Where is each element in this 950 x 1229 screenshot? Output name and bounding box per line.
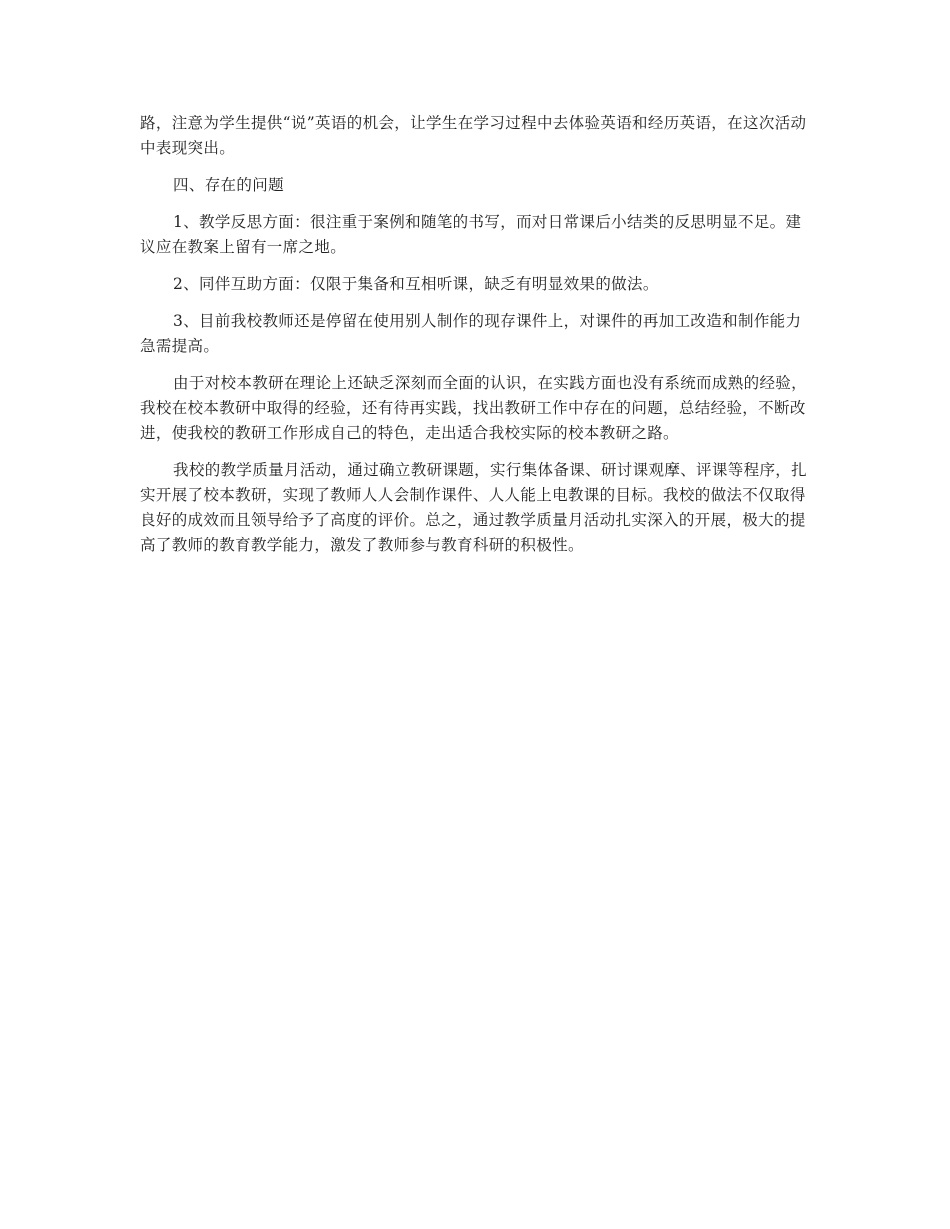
paragraph-continuation: 路，注意为学生提供“说”英语的机会，让学生在学习过程中去体验英语和经历英语，在这次活动中表现突出。	[140, 114, 807, 157]
paragraph-problem-1: 1、教学反思方面：很注重于案例和随笔的书写，而对日常课后小结类的反思明显不足。建议应在教案上留有一席之地。	[140, 213, 802, 256]
paragraph-reflection: 由于对校本教研在理论上还缺乏深刻而全面的认识，在实践方面也没有系统而成熟的经验，我校在校本教研中取得的经验，还有待再实践，找出教研工作中存在的问题，总结经验，不断改进，使我校的教研工作形成自己的特色，走出适合我校实际的校本教研之路。	[140, 374, 808, 442]
paragraph-conclusion: 我校的教学质量月活动，通过确立教研课题，实行集体备课、研讨课观摩、评课等程序，扎实开展了校本教研，实现了教师人人会制作课件、人人能上电教课的目标。我校的做法不仅取得良好的成效而且领导给予了高度的评价。总之，通过教学质量月活动扎实深入的开展，极大的提高了教师的教育教学能力，激发了教师参与教育科研的积极性。	[140, 461, 808, 554]
paragraph-problem-2: 2、同伴互助方面：仅限于集备和互相听课，缺乏有明显效果的做法。	[173, 275, 659, 293]
section-heading-problems: 四、存在的问题	[173, 176, 284, 194]
document-body	[140, 111, 810, 570]
paragraph-problem-3: 3、目前我校教师还是停留在使用别人制作的现存课件上，对课件的再加工改造和制作能力急需提高。	[140, 312, 802, 355]
